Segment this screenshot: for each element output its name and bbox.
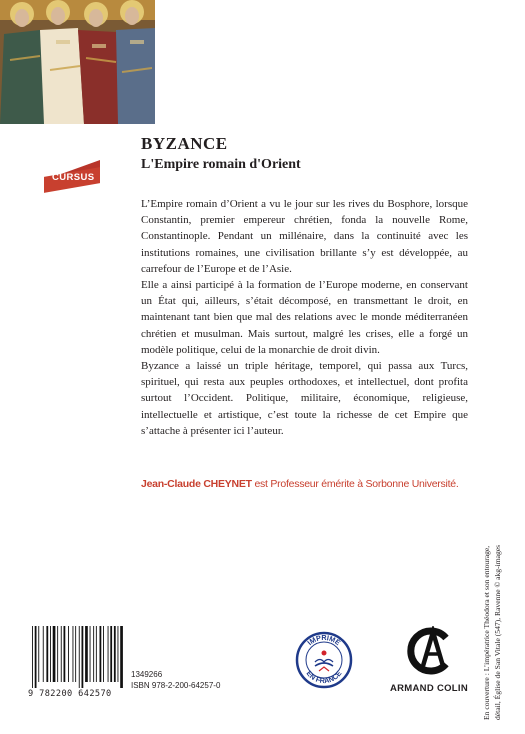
barcode-bar: [73, 626, 74, 682]
cover-credit-line: En couverture : L’impératrice Théodora et son entourage,: [482, 545, 491, 720]
author-description: est Professeur émérite à Sorbonne Université.: [251, 478, 459, 490]
armand-colin-logo: [406, 626, 454, 676]
barcode-bar: [43, 626, 44, 682]
blurb: [141, 196, 468, 439]
blurb-paragraph: L’Empire romain d’Orient a vu le jour sur les rives du Bosphore, lorsque Constantin, premier empereur chrétien, fonda la nouvelle Rome, Constantinople. Pendant un millénaire, dans la continuité avec les institutions romaines, une civilisation brillante s’y est développée, au carrefour de l’Europe et de l’Asie.: [141, 198, 468, 275]
barcode-bar: [110, 626, 112, 682]
book-title: BYZANCE: [141, 134, 228, 153]
barcode-bar: [103, 626, 104, 682]
barcode-bar: [100, 626, 102, 682]
author-bio: [141, 478, 471, 490]
barcode-bar: [32, 626, 33, 688]
barcode-bar: [46, 626, 48, 682]
imprime-en-france-logo: [295, 631, 353, 689]
cover-mosaic-image: [0, 0, 155, 124]
product-code: 1349266: [131, 670, 163, 679]
barcode-bar: [53, 626, 56, 682]
barcode-bar: [75, 626, 76, 682]
barcode-bar: [64, 626, 66, 682]
barcode-bar: [82, 626, 84, 688]
barcode-bar: [57, 626, 58, 682]
barcode-bar: [120, 626, 123, 688]
barcode-bar: [85, 626, 88, 682]
barcode-digits: 9 782200 642570: [28, 689, 112, 699]
print-logo-top-text: IMPRIMÉ: [305, 633, 343, 648]
barcode-bar: [93, 626, 94, 682]
print-logo-bottom-text: EN FRANCE: [304, 668, 344, 686]
cover-credit-line: détail, Église de San Vitale (547), Ravenne © akg-images: [492, 544, 502, 720]
blurb-paragraph: Byzance a laissé un triple héritage, temporel, qui passa aux Turcs, spirituel, qui resta aux peuples orthodoxes, et intellectuel, dont profita surtout l’Occident. Politique, militaire, économique, religieuse, intellectuelle et artistique, c’est toute la richesse de cet Empire que s’attache à présenter ici l’auteur.: [141, 360, 468, 437]
author-name: Jean-Claude CHEYNET: [141, 478, 252, 490]
barcode-bar: [68, 626, 69, 682]
barcode-bar: [35, 626, 37, 688]
barcode-bar: [50, 626, 51, 682]
isbn: ISBN 978-2-200-64257-0: [131, 681, 221, 690]
barcode-bar: [108, 626, 109, 682]
barcode-bar: [38, 626, 39, 682]
blurb-paragraph: Elle a ainsi participé à la formation de l’Europe moderne, en conservant un État qui, ailleurs, s’était décomposé, en transmettant le droit, en maintenant tant bien que mal des relations avec le monde méditerranéen chrétien et musulman. Mais surtout, malgré les crises, elle a forgé un modèle politique, celui de la monarchie de droit divin.: [141, 279, 468, 356]
barcode-bar: [96, 626, 97, 682]
barcode-bar: [90, 626, 91, 682]
barcode-bar: [61, 626, 62, 682]
book-subtitle: L'Empire romain d'Orient: [141, 157, 301, 172]
barcode-bar: [118, 626, 119, 682]
barcode-bar: [114, 626, 116, 682]
publisher-name: ARMAND COLIN: [389, 683, 468, 694]
series-label: CURSUS: [52, 172, 95, 183]
cover-credit: [482, 460, 503, 720]
barcode-bar: [79, 626, 80, 688]
